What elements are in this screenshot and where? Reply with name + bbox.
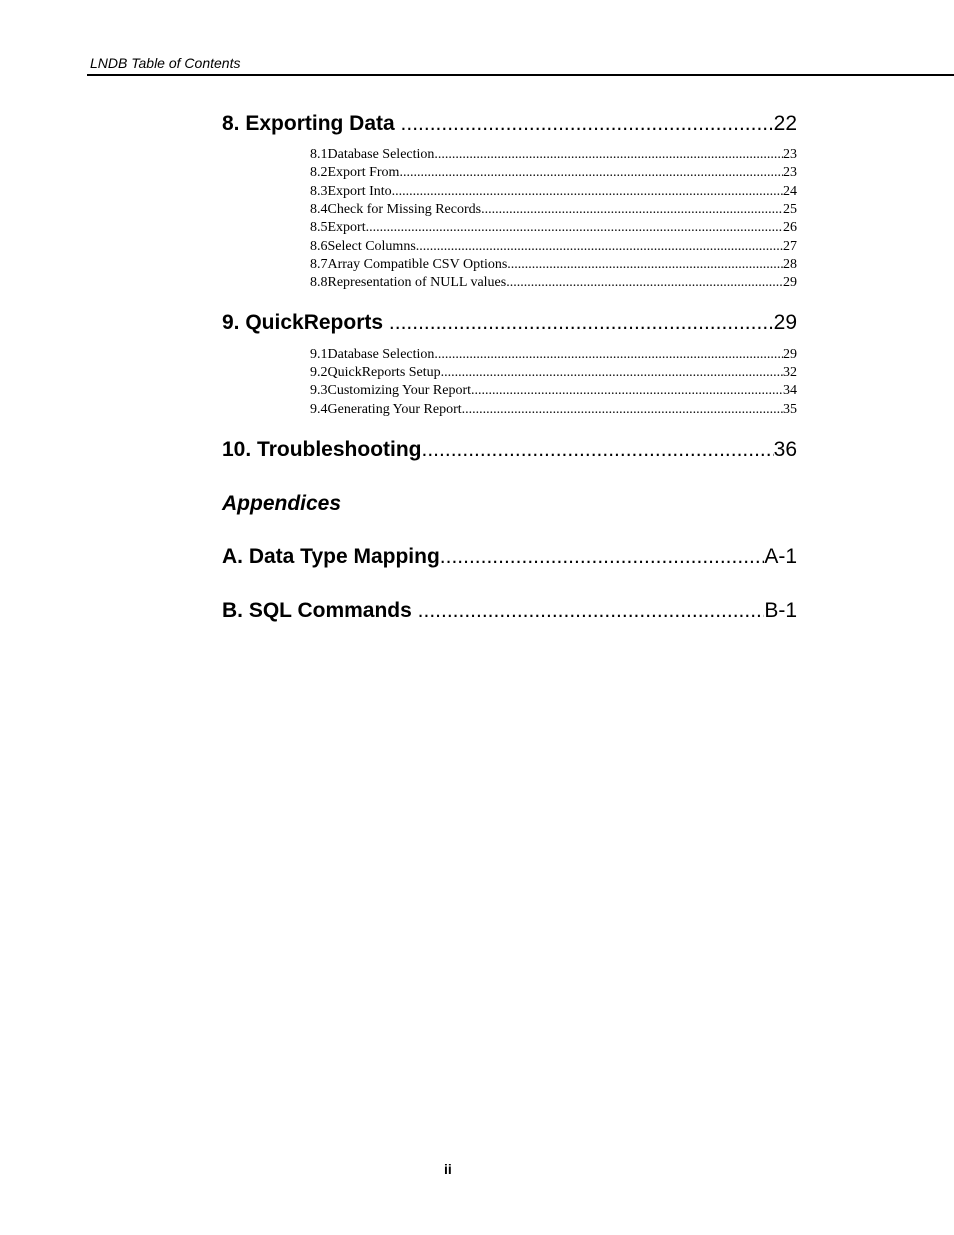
section-page: 25 xyxy=(783,202,797,217)
chapter-page: 22 xyxy=(773,112,797,135)
toc-section-9-3[interactable] xyxy=(310,383,797,399)
section-title: Array Compatible CSV Options xyxy=(327,257,508,272)
section-number: 9.4 xyxy=(310,402,328,417)
section-number: 9.1 xyxy=(310,347,328,362)
dot-leader xyxy=(506,275,783,291)
section-page: 23 xyxy=(783,165,797,180)
toc-section-8-8[interactable] xyxy=(310,275,797,291)
dot-leader xyxy=(440,545,765,569)
dot-leader xyxy=(507,257,783,273)
toc-section-8-3[interactable] xyxy=(310,184,797,200)
chapter-title: 8. Exporting Data xyxy=(222,112,395,135)
toc-chapter-9[interactable] xyxy=(222,311,797,335)
appendices-heading: Appendices xyxy=(222,492,342,515)
section-number: 8.8 xyxy=(310,275,328,290)
page-number: ii xyxy=(444,1161,452,1177)
section-title: Export xyxy=(327,220,366,235)
toc-chapter-10[interactable] xyxy=(222,438,797,462)
dot-leader xyxy=(481,202,783,218)
dot-leader xyxy=(399,165,783,181)
toc-section-9-4[interactable] xyxy=(310,402,797,418)
section-page: 29 xyxy=(783,275,797,290)
appendix-page: A-1 xyxy=(764,545,797,568)
dot-leader xyxy=(412,599,765,623)
section-number: 8.4 xyxy=(310,202,328,217)
toc-section-8-6[interactable] xyxy=(310,239,797,255)
toc-section-9-1[interactable] xyxy=(310,347,797,363)
appendix-title: B. SQL Commands xyxy=(222,599,412,622)
section-title: Select Columns xyxy=(327,239,416,254)
section-number: 8.2 xyxy=(310,165,328,180)
dot-leader xyxy=(434,347,783,363)
section-page: 34 xyxy=(783,383,797,398)
section-title: Export Into xyxy=(327,184,392,199)
section-page: 24 xyxy=(783,184,797,199)
toc-chapter-8[interactable] xyxy=(222,112,797,136)
section-page: 28 xyxy=(783,257,797,272)
toc-section-8-2[interactable] xyxy=(310,165,797,181)
header-rule xyxy=(87,74,954,76)
dot-leader xyxy=(462,402,783,418)
section-title: Database Selection xyxy=(327,147,435,162)
section-page: 32 xyxy=(783,365,797,380)
section-number: 8.6 xyxy=(310,239,328,254)
toc-section-8-4[interactable] xyxy=(310,202,797,218)
toc-section-8-5[interactable] xyxy=(310,220,797,236)
dot-leader xyxy=(392,184,783,200)
dot-leader xyxy=(395,112,774,136)
dot-leader xyxy=(383,311,774,335)
section-page: 26 xyxy=(783,220,797,235)
appendix-page: B-1 xyxy=(764,599,797,622)
section-page: 23 xyxy=(783,147,797,162)
section-title: Customizing Your Report xyxy=(327,383,472,398)
dot-leader xyxy=(422,438,774,462)
section-title: Generating Your Report xyxy=(327,402,462,417)
toc-appendix-b[interactable] xyxy=(222,599,797,623)
dot-leader xyxy=(441,365,783,381)
section-number: 8.7 xyxy=(310,257,328,272)
toc-section-8-7[interactable] xyxy=(310,257,797,273)
section-title: Database Selection xyxy=(327,347,435,362)
dot-leader xyxy=(471,383,783,399)
dot-leader xyxy=(366,220,783,236)
chapter-title: 10. Troubleshooting xyxy=(222,438,422,461)
section-page: 29 xyxy=(783,347,797,362)
section-page: 27 xyxy=(783,239,797,254)
section-title: Representation of NULL values xyxy=(327,275,507,290)
section-number: 9.3 xyxy=(310,383,328,398)
section-number: 8.5 xyxy=(310,220,328,235)
chapter-title: 9. QuickReports xyxy=(222,311,384,334)
chapter-page: 29 xyxy=(773,311,797,334)
section-number: 9.2 xyxy=(310,365,328,380)
section-title: QuickReports Setup xyxy=(327,365,441,380)
dot-leader xyxy=(416,239,783,255)
appendix-title: A. Data Type Mapping xyxy=(222,545,440,568)
running-header: LNDB Table of Contents xyxy=(90,55,241,71)
section-title: Check for Missing Records xyxy=(327,202,482,217)
section-number: 8.3 xyxy=(310,184,328,199)
section-title: Export From xyxy=(327,165,400,180)
section-number: 8.1 xyxy=(310,147,328,162)
section-page: 35 xyxy=(783,402,797,417)
toc-section-9-2[interactable] xyxy=(310,365,797,381)
chapter-page: 36 xyxy=(773,438,797,461)
toc-section-8-1[interactable] xyxy=(310,147,797,163)
dot-leader xyxy=(434,147,783,163)
toc-appendix-a[interactable] xyxy=(222,545,797,569)
